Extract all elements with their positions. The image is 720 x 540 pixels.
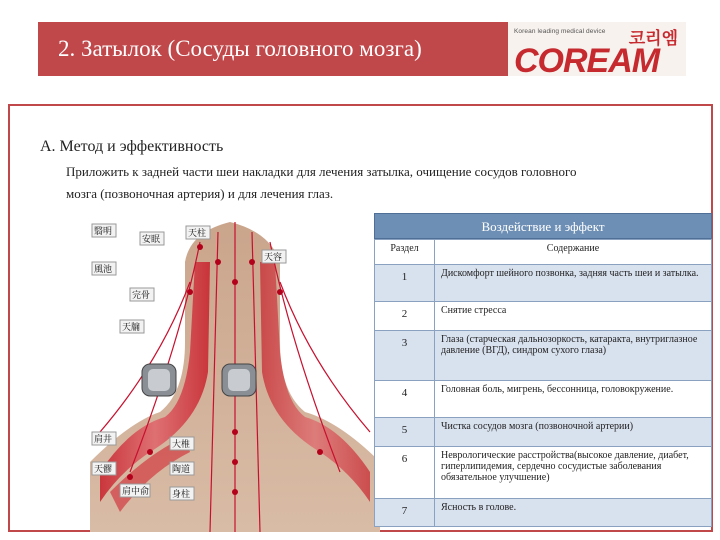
acupoint-label: 大椎 (172, 440, 191, 450)
logo-korean-text: 코리엠 (628, 29, 678, 49)
logo-wordmark: COREAM (514, 42, 660, 80)
acupoint-label: 肩中俞 (122, 487, 150, 497)
table-caption: Воздействие и эффект (374, 213, 712, 239)
acupoint-label: 天容 (264, 253, 283, 263)
acupoint-label: 陶道 (172, 465, 191, 475)
column-header-content: Содержание (435, 240, 712, 265)
slide-title: 2. Затылок (Сосуды головного мозга) (58, 36, 422, 61)
acupoint-label: 完骨 (132, 291, 151, 301)
row-text: Неврологические расстройства(высокое давление, диабет, гиперлипидемия, сердечно сосудистые заболевания обязательное улучшение) (435, 447, 712, 499)
row-number: 4 (375, 381, 435, 418)
acupoint-label: 天柱 (188, 229, 207, 239)
table-row (375, 265, 712, 302)
row-number: 3 (375, 331, 435, 381)
acupoint-label: 風池 (94, 265, 113, 275)
row-number: 1 (375, 265, 435, 302)
row-text: Дискомфорт шейного позвонка, задняя часть шеи и затылка. (435, 265, 712, 302)
row-text: Глаза (старческая дальнозоркость, катаракта, внутриглазное давление (ВГД), синдром сухого глаза) (435, 331, 712, 381)
neck-acupoint-illustration (90, 222, 380, 532)
table-header-row (375, 240, 712, 265)
table-row (375, 499, 712, 527)
table-row (375, 302, 712, 331)
row-number: 2 (375, 302, 435, 331)
row-number: 6 (375, 447, 435, 499)
effects-table (374, 213, 712, 527)
acupoint-label: 翳明 (94, 227, 113, 237)
row-text: Чистка сосудов мозга (позвоночной артерии) (435, 418, 712, 447)
slide-title-bar (38, 22, 508, 76)
row-text: Ясность в голове. (435, 499, 712, 527)
intro-text: Приложить к задней части шеи накладки для лечения затылка, очищение сосудов головного мозга (позвоночная артерия) и для лечения глаз. (66, 164, 577, 201)
row-number: 7 (375, 499, 435, 527)
acupoint-label: 安眠 (142, 235, 161, 245)
row-number: 5 (375, 418, 435, 447)
table-row (375, 418, 712, 447)
acupoint-label: 天髎 (94, 465, 113, 475)
row-text: Снятие стресса (435, 302, 712, 331)
column-header-section: Раздел (375, 240, 435, 265)
acupoint-label: 天牖 (122, 323, 141, 333)
row-text: Головная боль, мигрень, бессонница, головокружение. (435, 381, 712, 418)
table-row (375, 381, 712, 418)
logo-tagline: Korean leading medical device (514, 28, 606, 35)
neck-muscles-graphic (90, 222, 380, 532)
table-row (375, 331, 712, 381)
acupoint-label: 肩井 (94, 435, 113, 445)
coream-logo (508, 22, 686, 80)
effects-grid (374, 239, 712, 527)
section-heading: А. Метод и эффективность (40, 138, 224, 155)
table-row (375, 447, 712, 499)
acupoint-label: 身柱 (172, 490, 191, 500)
